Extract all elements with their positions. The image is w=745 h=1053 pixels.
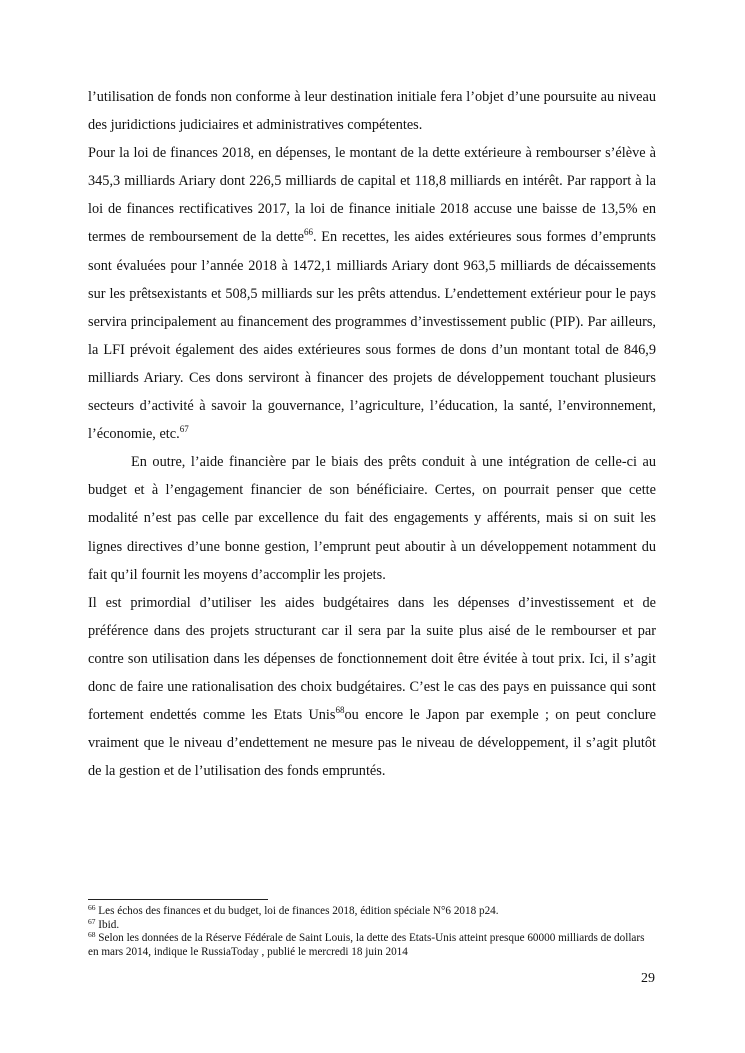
paragraph-text: Il est primordial d’utiliser les aides budgétaires dans les dépenses d’investissement et de préférence dans des projets structurant car il sera par la suite plus aisé de le rembourser et par contre son utilisation dans les dépenses de fonctionnement doit être évitée à tout prix. Ici, il s’agit donc de faire une rationalisation des choix budgétaires. C’est le cas des pays en puissance qui sont fortement endettés comme les Etats Unis (88, 594, 656, 724)
paragraph-text: ou encore le Japon par exemple ; on peut conclure vraiment que le niveau d’endettement ne mesure pas le niveau de développement, il s’agit plutôt de la gestion et de l’utilisation des fonds empruntés. (88, 707, 656, 780)
footnote (88, 905, 656, 919)
footnote (88, 932, 656, 959)
footnotes (88, 905, 656, 959)
body-text (88, 83, 656, 785)
paragraph (88, 139, 656, 448)
paragraph-text: . En recettes, les aides extérieures sous formes d’emprunts sont évaluées pour l’année 2018 à 1472,1 milliards Ariary dont 963,5 milliards de décaissements sur les prêtsexistants et 508,5 milliards sur les prêts attendus. L’endettement extérieur pour le pays servira principalement au financement des programmes d’investissement public (PIP). Par ailleurs, la LFI prévoit également des aides extérieures sous formes de dons d’un montant total de 846,9 milliards Ariary. Ces dons serviront à financer des projets de développement touchant plusieurs secteurs d’activité à savoir la gouvernance, l’agriculture, l’éducation, la santé, l’environnement, l’économie, etc. (88, 229, 656, 443)
paragraph (88, 83, 656, 139)
footnote-separator (88, 899, 268, 900)
paragraph-text: En outre, l’aide financière par le biais des prêts conduit à une intégration de celle-ci au budget et à l’engagement financier de son bénéficiaire. Certes, on pourrait penser que cette modalité n’est pas celle par excellence du fait des engagements y afférents, mais si on suit les lignes directives d’une bonne gestion, l’emprunt peut aboutir à un développement notamment du fait qu’il fournit les moyens d’accomplir les projets. (88, 454, 656, 583)
page-number: 29 (641, 971, 655, 986)
paragraph-text: Pour la loi de finances 2018, en dépenses, le montant de la dette extérieure à rembourser s’élève à 345,3 milliards Ariary dont 226,5 milliards de capital et 118,8 milliards en intérêt. Par rapport à la loi de finances rectificatives 2017, la loi de finance initiale 2018 accuse une baisse de 13,5% en termes de remboursement de la dette (88, 145, 656, 246)
footnote (88, 916, 656, 933)
footnote-number: 66 (88, 903, 96, 912)
footnote-text: Ibid. (95, 918, 120, 931)
footnote-number: 67 (88, 916, 96, 926)
paragraph-text: l’utilisation de fonds non conforme à leur destination initiale fera l’objet d’une poursuite au niveau des juridictions judiciaires et administratives compétentes. (88, 89, 656, 134)
footnote-ref: 67 (179, 424, 189, 435)
footnote-ref: 66 (303, 227, 313, 238)
footnote-text: Selon les données de la Réserve Fédérale de Saint Louis, la dette des Etats-Unis atteint presque 60000 milliards de dollars en mars 2014, indique le RussiaToday , publié le mercredi 18 juin 2014 (88, 932, 645, 958)
footnote-text: Les échos des finances et du budget, loi de finances 2018, édition spéciale N°6 2018 p24. (95, 905, 499, 917)
footnote-ref: 68 (335, 705, 345, 716)
paragraph (88, 589, 656, 786)
paragraph (88, 448, 656, 588)
footnote-number: 68 (88, 930, 96, 940)
